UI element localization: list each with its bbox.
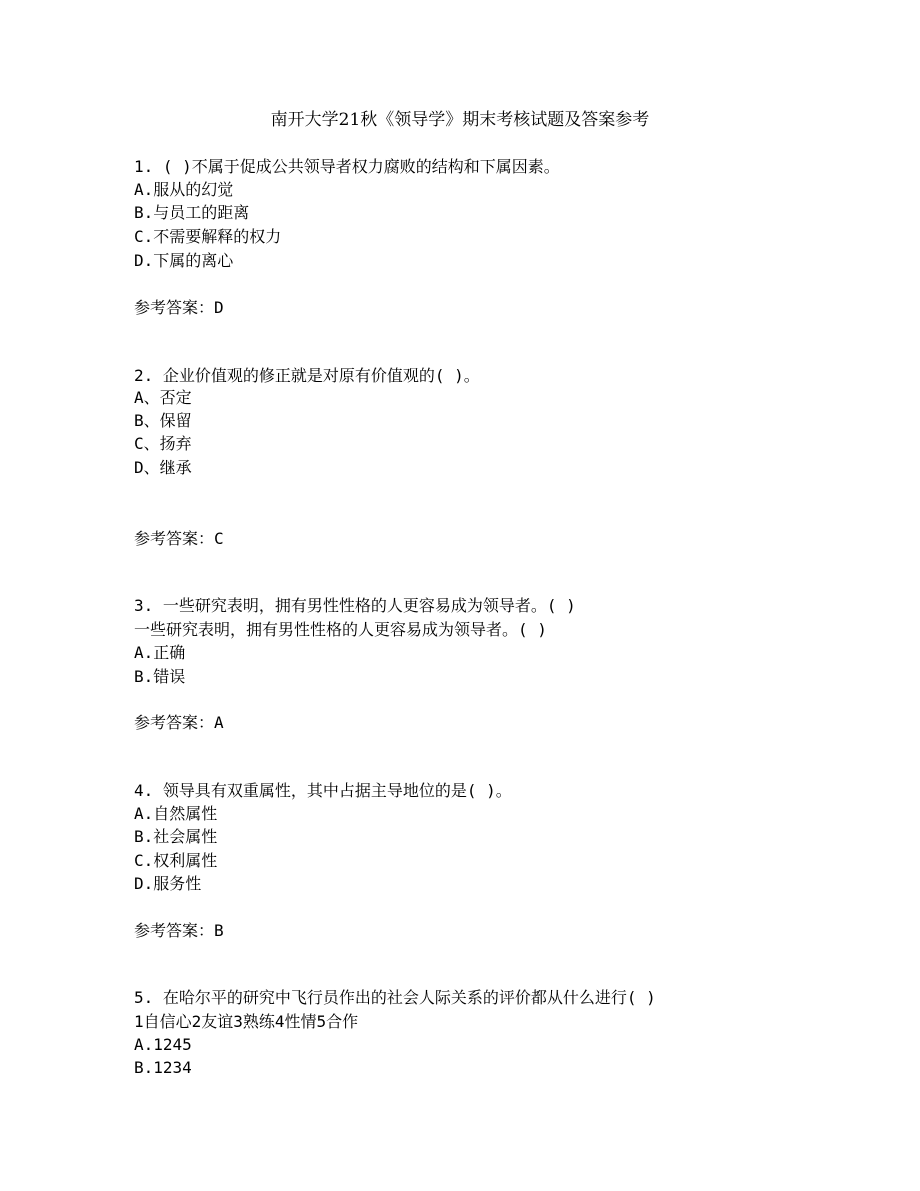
question-3-answer: 参考答案：A — [134, 713, 224, 732]
question-2-option-d: D、继承 — [134, 458, 192, 477]
question-4-answer: 参考答案：B — [134, 921, 224, 940]
question-4-option-c: C.权利属性 — [134, 851, 218, 870]
question-1-stem: 1. ( )不属于促成公共领导者权力腐败的结构和下属因素。 — [134, 157, 560, 176]
question-2-option-b: B、保留 — [134, 411, 192, 430]
question-3-option-b: B.错误 — [134, 667, 186, 686]
question-5-option-b: B.1234 — [134, 1058, 192, 1077]
question-1-option-a: A.服从的幻觉 — [134, 180, 234, 199]
question-2-stem: 2. 企业价值观的修正就是对原有价值观的( )。 — [134, 366, 480, 385]
question-1-answer: 参考答案：D — [134, 298, 224, 317]
question-1-option-c: C.不需要解释的权力 — [134, 227, 282, 246]
question-5-option-a: A.1245 — [134, 1035, 192, 1054]
question-4-option-a: A.自然属性 — [134, 804, 218, 823]
question-5-choices-list: 1自信心2友谊3熟练4性情5合作 — [134, 1012, 359, 1031]
question-5-stem: 5. 在哈尔平的研究中飞行员作出的社会人际关系的评价都从什么进行( ) — [134, 988, 656, 1007]
question-1-option-d: D.下属的离心 — [134, 251, 234, 270]
question-2-option-c: C、扬弃 — [134, 434, 192, 453]
question-4-option-b: B.社会属性 — [134, 827, 218, 846]
question-4-option-d: D.服务性 — [134, 874, 202, 893]
question-3-option-a: A.正确 — [134, 643, 186, 662]
question-2-answer: 参考答案：C — [134, 529, 224, 548]
question-2-option-a: A、否定 — [134, 388, 192, 407]
question-4-stem: 4. 领导具有双重属性，其中占据主导地位的是( )。 — [134, 781, 512, 800]
question-3-stem: 3. 一些研究表明，拥有男性性格的人更容易成为领导者。( ) — [134, 596, 576, 615]
question-3-stem-repeat: 一些研究表明，拥有男性性格的人更容易成为领导者。( ) — [134, 620, 547, 639]
document-title: 南开大学21秋《领导学》期末考核试题及答案参考 — [270, 110, 650, 130]
question-1-option-b: B.与员工的距离 — [134, 203, 250, 222]
